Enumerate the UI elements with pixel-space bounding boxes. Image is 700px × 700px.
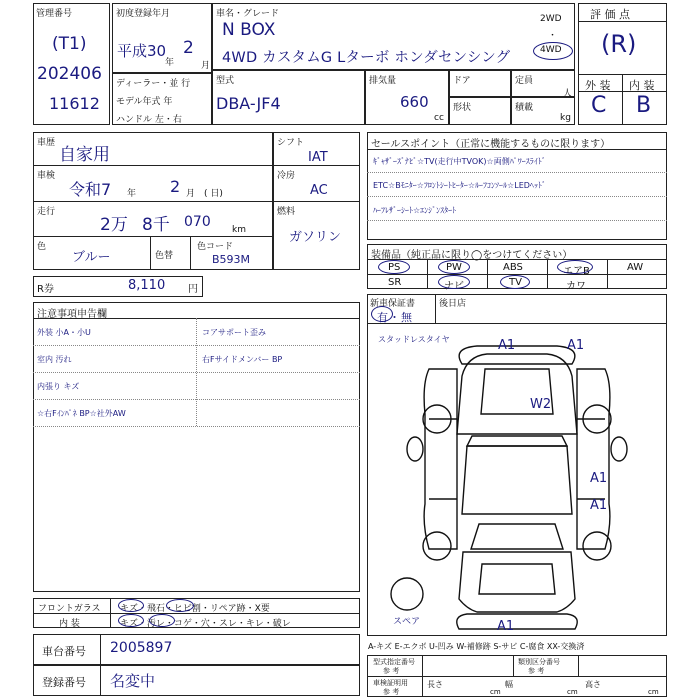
color-code: B593M [212,253,251,266]
usage-label: 車歴 [37,138,56,148]
mileage-unit: km [232,225,246,235]
drive-4wd-circle [533,42,573,60]
score-label: 評 価 点 [590,8,630,21]
color-label: 色 [37,242,47,252]
shift-label: シフト [277,138,305,148]
width-unit: cm [567,688,578,696]
size-label: 車検証明用 [373,679,408,687]
color-value: ブルー [72,250,111,265]
chassis-label: 車台番号 [42,645,86,658]
spare-label: スペア [393,617,421,627]
reg-no-label: 登録番号 [42,676,86,689]
capacity-unit: 人 [563,89,573,99]
shift-value: IAT [308,150,328,165]
fuel-value: ガソリン [289,230,342,245]
dealer-label: ディーラー・並 行 [116,79,191,89]
load-unit: kg [560,113,571,123]
reg-label: 初度登録年月 [116,9,171,19]
damage-mark: A1 [590,498,608,513]
mgmt-t: (T1) [52,34,87,54]
int-label: 内 装 [629,79,655,92]
type-label: 型式 [216,76,235,86]
shape-label: 形状 [453,103,472,113]
manual-label: 後日店 [439,299,467,309]
width-label: 幅 [505,680,513,689]
reg-era: 平成30 [117,42,167,60]
sales-points-title: セールスポイント（正常に機能するものに限ります） [371,139,611,150]
note-item: 外装 小A・小U [37,328,91,337]
reg-year-unit: 年 [165,58,175,68]
disp-unit: cc [434,113,444,123]
equip-navi: ナビ [444,281,464,292]
ext-value: C [591,93,607,118]
length-unit: cm [490,688,501,696]
equip-leather: カワ [566,281,586,292]
damage-mark: W2 [530,397,552,412]
capacity-label: 定員 [515,76,534,86]
equipment-title: 装備品（純正品に限り◯をつけてください） [371,250,573,261]
repaint-label: 色替 [155,251,174,261]
reg-month: 2 [183,38,194,58]
load-label: 積載 [515,103,534,113]
warranty-label: 新車保証書 [370,299,416,309]
height-label: 高さ [585,680,601,689]
length-label: 長さ [427,680,443,689]
name-line1: N BOX [222,20,276,40]
note-item: 内張り キズ [37,382,80,391]
class-sub: 参 考 [528,667,545,675]
glass-label: フロントガラス [38,604,101,614]
ext-label: 外 装 [585,79,611,92]
recycle-unit: 円 [188,284,198,295]
drive-2wd: 2WD [540,14,562,24]
tire-note: スタッドレスタイヤ [378,335,450,344]
type-value: DBA-JF4 [216,94,281,113]
name-label: 車名・グレード [216,9,280,19]
door-label: ドア [453,76,471,86]
inspect-label: 車検 [37,171,56,181]
recycle-label: R券 [37,284,54,295]
sales-point-line: ｷﾞｬｻﾞｰｽﾞﾅﾋﾞ☆TV(走行中TVOK)☆両側ﾊﾟﾜｰｽﾗｲﾄﾞ [373,157,546,166]
type-cert-label: 型式指定番号 [373,658,415,666]
recycle-value: 8,110 [128,278,166,293]
interior-label: 内 装 [59,619,80,629]
inspect-day: ( 日) [204,189,223,199]
size-sub: 参 考 [383,688,400,696]
warranty-sep: ・ [389,311,400,324]
drive-4wd: 4WD [540,45,562,55]
drive-dot: ・ [548,31,558,41]
mgmt-number-1: 202406 [37,64,102,84]
notes-title: 注意事項申告欄 [37,309,107,320]
equip-sr: SR [388,277,402,288]
equip-airbag: エアB [563,266,590,277]
name-line2: 4WD カスタムG Lターボ ホンダセンシング [222,50,511,66]
equip-ps: PS [388,262,401,273]
inspect-month-unit: 月 [186,189,196,199]
mileage-man: 2万 [100,215,128,235]
damage-mark: A1 [567,338,585,353]
note-item: コアサポート歪み [202,328,266,337]
reg-no-value: 名変中 [110,672,156,690]
ac-label: 冷房 [277,171,296,181]
warranty-no: 無 [401,311,412,324]
reg-month-unit: 月 [201,61,211,71]
mgmt-label: 管理番号 [36,9,73,19]
disp-value: 660 [400,93,429,111]
int-value: B [636,93,652,118]
equip-abs: ABS [503,262,523,273]
note-item: 室内 汚れ [37,355,72,364]
color-code-label: 色コード [197,242,234,252]
sales-point-line: ETC☆Bﾓﾆﾀｰ☆ﾌﾛﾝﾄｼｰﾄﾋｰﾀｰ☆ﾙｰﾌｺﾝｿｰﾙ☆LEDﾍｯﾄﾞ [373,181,546,190]
note-item: 右Fサイドメンバー BP [202,355,283,364]
car-outline-icon [367,324,667,636]
damage-mark: A1 [498,338,516,353]
mileage-rest: 070 [184,214,211,230]
inspect-era: 令和7 [69,180,112,199]
type-cert-sub: 参 考 [383,667,400,675]
glass-value: キズ・飛石・ヒビ割・リペア跡・X要 [120,604,270,614]
equip-aw: AW [627,262,644,273]
damage-mark: A1 [590,471,608,486]
interior-value: キズ・汚レ・コゲ・穴・スレ・キレ・破レ [120,619,291,629]
inspect-month: 2 [170,177,181,196]
warranty-yes: 有 [377,311,388,324]
recycle-box [33,276,203,297]
usage-value: 自家用 [59,145,110,165]
score-value: (R) [601,30,637,58]
sales-point-line: ﾊｰﾌﾚｻﾞｰｼｰﾄ☆ｴﾝｼﾞﾝｽﾀｰﾄ [373,206,457,215]
note-item: ☆右Fｲﾝﾊﾟﾈ BP☆社外AW [37,409,126,418]
ac-value: AC [310,183,328,198]
fuel-label: 燃料 [277,207,296,217]
legend: A-キズ E-エクボ U-凹み W-補修跡 S-サビ C-腐食 XX-交換済 [368,642,585,651]
height-unit: cm [648,688,659,696]
handle-label: ハンドル 左・右 [116,115,182,125]
chassis-value: 2005897 [110,640,173,656]
inspect-year-unit: 年 [127,189,137,199]
model-year-label: モデル年式 年 [116,97,173,107]
equip-tv: TV [509,277,522,288]
mileage-label: 走行 [37,207,56,217]
class-label: 類別区分番号 [518,658,560,666]
mgmt-number-2: 11612 [49,94,100,113]
damage-mark: A1 [497,619,515,634]
mileage-sen: 8千 [142,215,170,235]
disp-label: 排気量 [369,76,397,86]
equip-pw: PW [446,262,462,273]
